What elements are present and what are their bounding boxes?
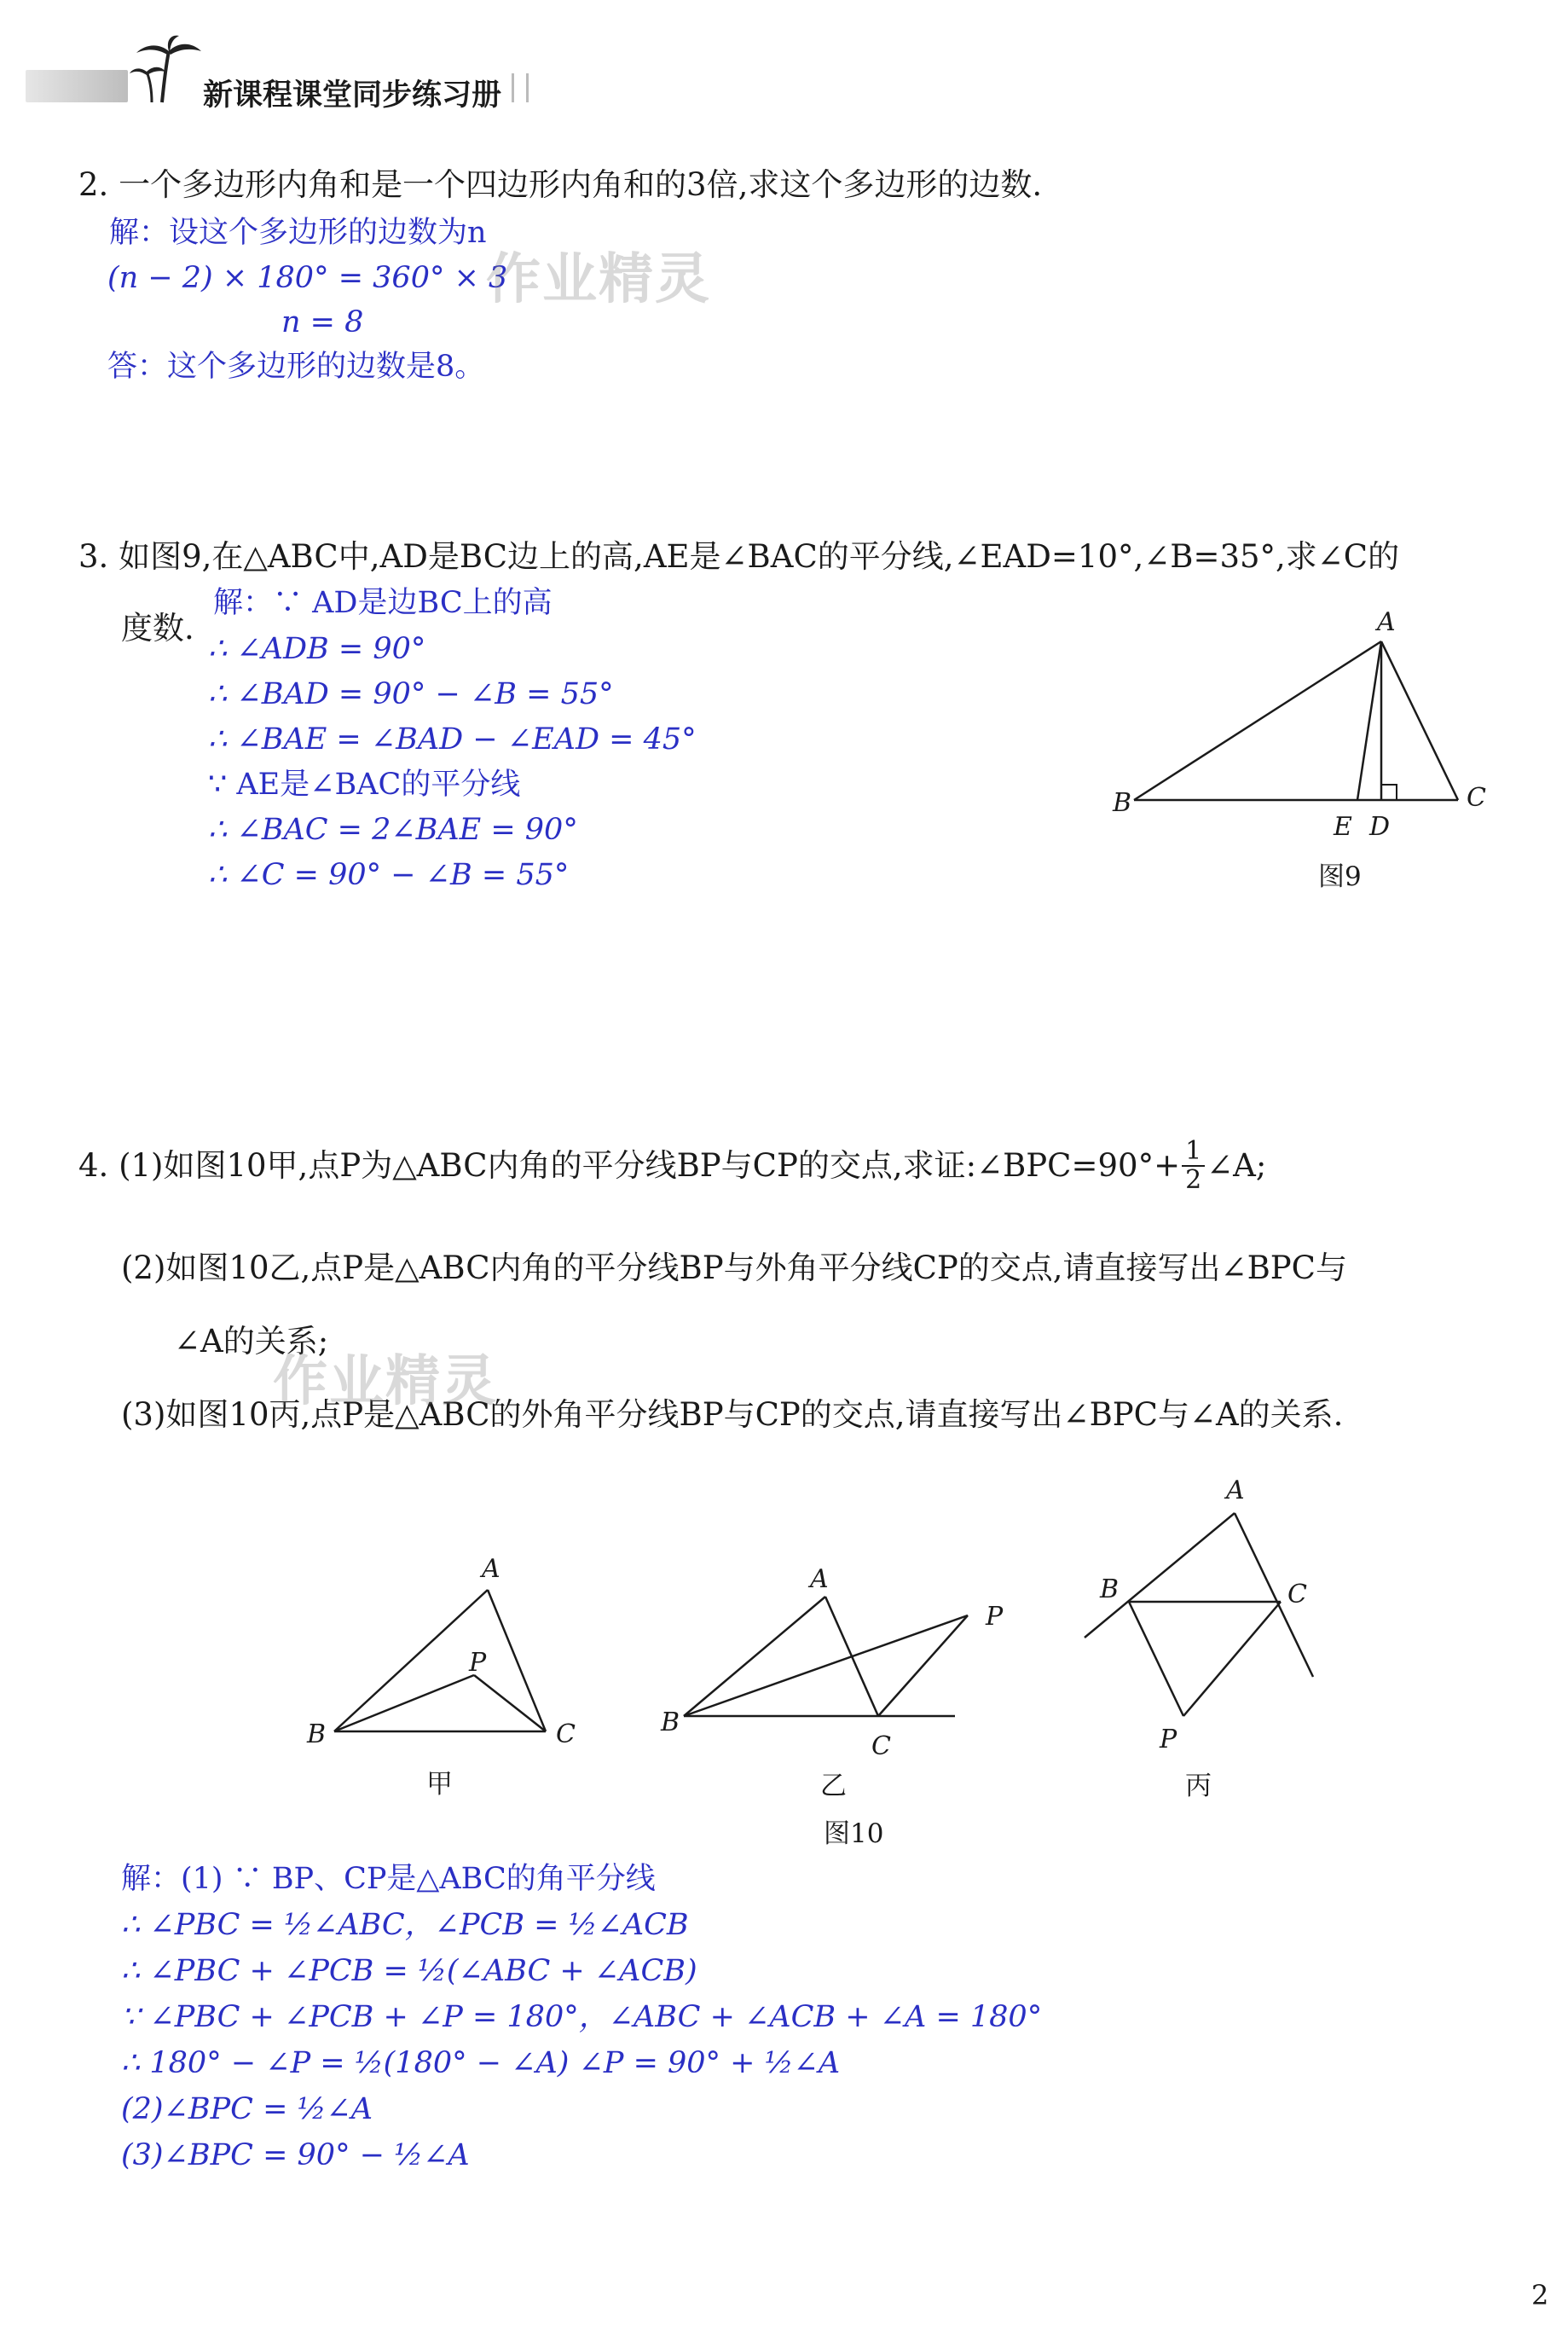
q4-answer-line-7: (3)∠BPC = 90° − ½∠A [121, 2138, 470, 2172]
q3-question-line-2: 度数. [121, 610, 194, 647]
jia-side-ba [334, 1590, 488, 1731]
fig9-side-ba [1134, 641, 1381, 800]
fig9-label-b: B [1113, 788, 1132, 818]
header-bar [26, 70, 128, 102]
jia-label-c: C [556, 1719, 576, 1749]
q3-answer-line-7: ∴ ∠C = 90° − ∠B = 55° [208, 858, 570, 892]
q2-answer-line-2: (n − 2) × 180° = 360° × 3 [107, 261, 508, 295]
q3-answer-line-4: ∴ ∠BAE = ∠BAD − ∠EAD = 45° [208, 722, 697, 757]
figure-10-yi [674, 1586, 998, 1731]
bing-label-a: A [1226, 1476, 1245, 1505]
q4-part1 [78, 1138, 1266, 1193]
jia-caption: 甲 [426, 1769, 453, 1800]
palm-tree-icon [128, 34, 205, 107]
figure-10-jia [324, 1569, 588, 1748]
fig9-label-c: C [1467, 783, 1486, 813]
fig9-label-d: D [1369, 812, 1391, 842]
fig9-label-e: E [1334, 812, 1352, 842]
jia-bisector-bp [334, 1675, 474, 1731]
jia-label-a: A [482, 1554, 500, 1584]
q4-answer-line-5: ∴ 180° − ∠P = ½(180° − ∠A) ∠P = 90° + ½∠A [121, 2046, 841, 2080]
bing-label-c: C [1287, 1580, 1307, 1609]
q4-answer-line-4: ∵ ∠PBC + ∠PCB + ∠P = 180°，∠ABC + ∠ACB + ∠A = 180° [121, 2000, 1043, 2034]
q4-part1-fraction [1182, 1138, 1205, 1193]
q4-part1-text: 4. (1)如图10甲,点P为△ABC内角的平分线BP与CP的交点,求证:∠BPC=90°+ [78, 1147, 1181, 1184]
q2-answer-line-1: 解：设这个多边形的边数为n [109, 216, 487, 250]
q4-part2-line-2: ∠A的关系; [174, 1323, 329, 1360]
q3-answer-line-5: ∵ AE是∠BAC的平分线 [208, 768, 521, 802]
fig9-right-angle-mark [1381, 785, 1397, 800]
watermark-1: 作业精灵 [486, 248, 711, 311]
jia-label-b: B [307, 1719, 327, 1749]
q4-part1-text-end: ∠A; [1206, 1147, 1267, 1184]
q2-question: 2. 一个多边形内角和是一个四边形内角和的3倍,求这个多边形的边数. [78, 166, 1043, 203]
q4-answer-line-2: ∴ ∠PBC = ½∠ABC，∠PCB = ½∠ACB [121, 1908, 689, 1942]
yi-label-c: C [871, 1731, 891, 1761]
q3-question-line-1: 3. 如图9,在△ABC中,AD是BC边上的高,AE是∠BAC的平分线,∠EAD=10°,∠B=35°,求∠C的 [78, 538, 1400, 575]
q2-answer-line-3: n = 8 [281, 305, 364, 339]
yi-bisector-bp [684, 1615, 968, 1716]
bing-caption: 丙 [1185, 1771, 1212, 1801]
figure-10-bing [1083, 1501, 1330, 1723]
header-end-mark [512, 73, 529, 102]
yi-label-p: P [986, 1602, 1004, 1632]
q4-part1-frac-den: 2 [1185, 1164, 1202, 1195]
header-title: 新课程课堂同步练习册 [203, 78, 502, 113]
q4-part3: (3)如图10丙,点P是△ABC的外角平分线BP与CP的交点,请直接写出∠BPC与∠A的关系. [121, 1396, 1344, 1433]
jia-label-p: P [469, 1648, 487, 1678]
yi-label-a: A [810, 1564, 829, 1594]
q2-answer-line-4: 答：这个多边形的边数是8。 [107, 350, 485, 384]
jia-side-ac [488, 1590, 546, 1731]
yi-side-ba [684, 1597, 825, 1716]
bing-bisector-cp [1183, 1602, 1281, 1716]
yi-label-b: B [661, 1708, 680, 1737]
fig9-bisector-ae [1357, 641, 1381, 800]
q4-answer-line-6: (2)∠BPC = ½∠A [121, 2092, 373, 2126]
fig9-label-a: A [1377, 607, 1396, 637]
q4-answer-line-3: ∴ ∠PBC + ∠PCB = ½(∠ABC + ∠ACB) [121, 1954, 697, 1988]
page-number: 2 [1531, 2279, 1549, 2311]
fig9-caption: 图9 [1318, 861, 1362, 892]
fig9-side-ac [1381, 641, 1458, 800]
q4-answer-line-1: 解：(1) ∵ BP、CP是△ABC的角平分线 [121, 1862, 656, 1896]
q4-part1-frac-num: 1 [1182, 1138, 1205, 1167]
bing-label-b: B [1100, 1574, 1120, 1604]
bing-label-p: P [1160, 1725, 1177, 1754]
q3-answer-line-1: 解：∵ AD是边BC上的高 [213, 586, 553, 620]
q3-answer-line-3: ∴ ∠BAD = 90° − ∠B = 55° [208, 677, 614, 711]
q4-part2-line-1: (2)如图10乙,点P是△ABC内角的平分线BP与外角平分线CP的交点,请直接写出∠BPC与 [121, 1250, 1347, 1286]
figure-9-triangle [1108, 614, 1501, 836]
watermark-2: 作业精灵 [273, 1350, 498, 1413]
q3-answer-line-2: ∴ ∠ADB = 90° [208, 632, 426, 666]
q3-answer-line-6: ∴ ∠BAC = 2∠BAE = 90° [208, 813, 578, 847]
yi-caption: 乙 [820, 1771, 847, 1801]
fig10-caption: 图10 [824, 1818, 884, 1849]
bing-bisector-bp [1129, 1602, 1183, 1716]
